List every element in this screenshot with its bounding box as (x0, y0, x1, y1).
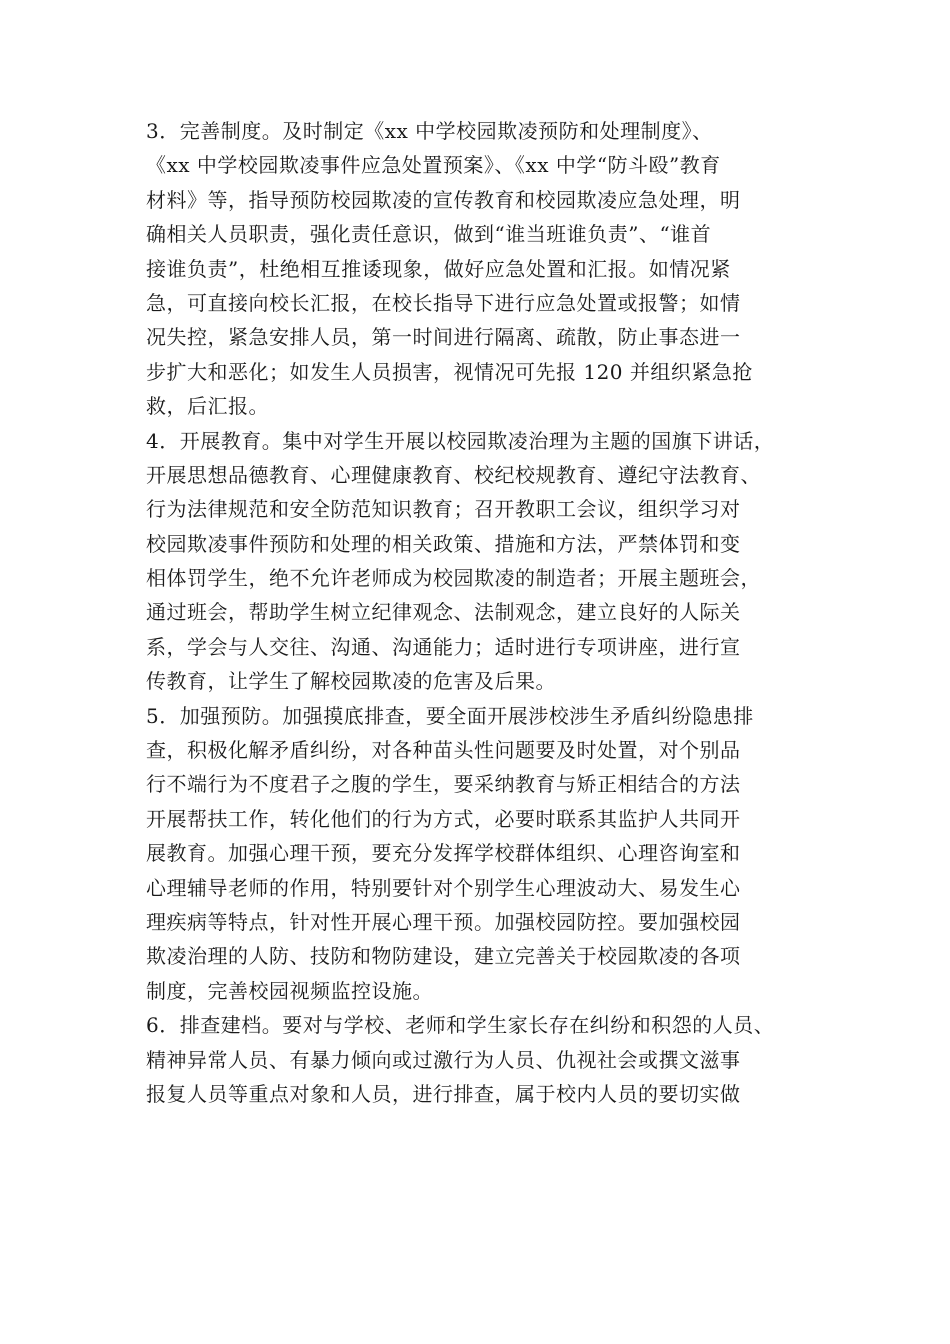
text-line: 精神异常人员、有暴力倾向或过激行为人员、仇视社会或撰文滋事 (146, 1047, 741, 1072)
paragraph-4-education (146, 424, 826, 699)
text-line: 救，后汇报。 (146, 394, 269, 419)
paragraph-6-screening-archive (146, 1008, 826, 1111)
paragraph-5-prevention (146, 699, 826, 1009)
text-line: 开展帮扶工作，转化他们的行为方式，必要时联系其监护人共同开 (146, 806, 741, 831)
text-line: 相体罚学生，绝不允许老师成为校园欺凌的制造者；开展主题班会， (146, 566, 761, 591)
text-line: 查，积极化解矛盾纠纷，对各种苗头性问题要及时处置，对个别品 (146, 738, 741, 763)
text-line: 6．排查建档。要对与学校、老师和学生家长存在纠纷和积怨的人员、 (146, 1013, 775, 1038)
text-line: 理疾病等特点，针对性开展心理干预。加强校园防控。要加强校园 (146, 909, 741, 934)
text-line: 心理辅导老师的作用，特别要针对个别学生心理波动大、易发生心 (146, 875, 741, 900)
text-line: 传教育，让学生了解校园欺凌的危害及后果。 (146, 669, 556, 694)
paragraph-3-improve-system (146, 114, 826, 424)
text-line: 校园欺凌事件预防和处理的相关政策、措施和方法，严禁体罚和变 (146, 531, 741, 556)
text-line: 通过班会，帮助学生树立纪律观念、法制观念，建立良好的人际关 (146, 600, 741, 625)
text-line: 5．加强预防。加强摸底排查，要全面开展涉校涉生矛盾纠纷隐患排 (146, 703, 754, 728)
text-line: 急，可直接向校长汇报，在校长指导下进行应急处置或报警；如情 (146, 290, 741, 315)
text-line: 步扩大和恶化；如发生人员损害，视情况可先报 120 并组织紧急抢 (146, 359, 753, 384)
text-line: 报复人员等重点对象和人员，进行排查，属于校内人员的要切实做 (146, 1081, 741, 1106)
text-line: 系，学会与人交往、沟通、沟通能力；适时进行专项讲座，进行宣 (146, 634, 741, 659)
text-line: 接谁负责”，杜绝相互推诿现象，做好应急处置和汇报。如情况紧 (146, 256, 731, 281)
text-line: 行为法律规范和安全防范知识教育；召开教职工会议，组织学习对 (146, 497, 741, 522)
text-line: 4．开展教育。集中对学生开展以校园欺凌治理为主题的国旗下讲话， (146, 428, 775, 453)
text-line: 行不端行为不度君子之腹的学生，要采纳教育与矫正相结合的方法 (146, 772, 741, 797)
document-body (146, 114, 826, 1111)
text-line: 《xx 中学校园欺凌事件应急处置预案》、《xx 中学“防斗殴”教育 (146, 153, 721, 178)
text-line: 制度，完善校园视频监控设施。 (146, 978, 433, 1003)
text-line: 开展思想品德教育、心理健康教育、校纪校规教育、遵纪守法教育、 (146, 462, 761, 487)
text-line: 欺凌治理的人防、技防和物防建设，建立完善关于校园欺凌的各项 (146, 944, 741, 969)
text-line: 材料》等，指导预防校园欺凌的宣传教育和校园欺凌应急处理，明 (146, 187, 741, 212)
text-line: 确相关人员职责，强化责任意识，做到“谁当班谁负责”、“谁首 (146, 222, 712, 247)
text-line: 展教育。加强心理干预，要充分发挥学校群体组织、心理咨询室和 (146, 841, 741, 866)
text-line: 况失控，紧急安排人员，第一时间进行隔离、疏散，防止事态进一 (146, 325, 741, 350)
text-line: 3．完善制度。及时制定《xx 中学校园欺凌预防和处理制度》、 (146, 119, 713, 143)
